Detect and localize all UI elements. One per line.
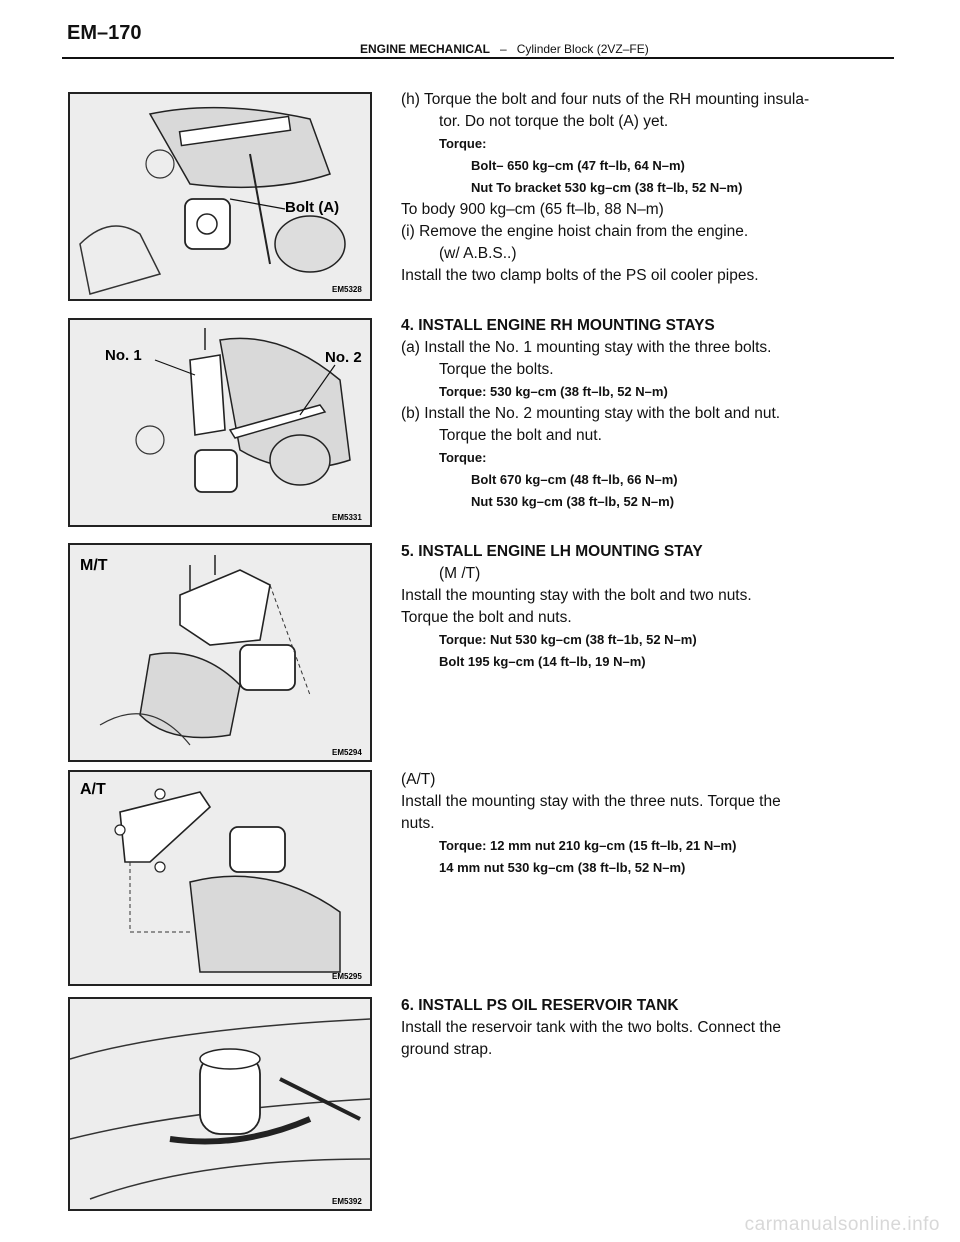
step-5-torque-bolt: Bolt 195 kg–cm (14 ft–lb, 19 N–m) — [439, 654, 646, 669]
step-5-at-label: (A/T) — [401, 771, 436, 788]
engine-illustration-3 — [70, 545, 370, 760]
step-5-heading: 5. INSTALL ENGINE LH MOUNTING STAY — [401, 543, 703, 560]
figure-code: EM5294 — [332, 748, 362, 757]
step-5-torque-nut: Torque: Nut 530 kg–cm (38 ft–1b, 52 N–m) — [439, 632, 697, 647]
torque-bolt: Bolt– 650 kg–cm (47 ft–lb, 64 N–m) — [471, 158, 685, 173]
step-5-at-torque-12: Torque: 12 mm nut 210 kg–cm (15 ft–lb, 21 N–m) — [439, 838, 737, 853]
step-4b-nut: Nut 530 kg–cm (38 ft–lb, 52 N–m) — [471, 494, 675, 509]
step-5-mt — [401, 541, 891, 673]
step-3h-cont: tor. Do not torque the bolt (A) yet. — [439, 113, 669, 130]
step-4a-torque: Torque: 530 kg–cm (38 ft–lb, 52 N–m) — [439, 384, 668, 399]
torque-nut: Nut To bracket 530 kg–cm (38 ft–lb, 52 N–m) — [471, 180, 743, 195]
figure-label-no-2: No. 2 — [325, 349, 362, 366]
step-3-continued — [401, 89, 891, 287]
step-4a-cont: Torque the bolts. — [439, 361, 554, 378]
step-5-at-install: Install the mounting stay with the three nuts. Torque the — [401, 793, 781, 810]
step-5-mt-label: (M /T) — [439, 565, 481, 582]
engine-illustration-4 — [70, 772, 370, 984]
figure-code: EM5392 — [332, 1197, 362, 1206]
step-5-at-install-cont: nuts. — [401, 815, 435, 832]
step-5-at — [401, 769, 891, 879]
step-4b: (b) Install the No. 2 mounting stay with the bolt and nut. — [401, 405, 781, 422]
figure-code: EM5295 — [332, 972, 362, 981]
torque-to-body: To body 900 kg–cm (65 ft–lb, 88 N–m) — [401, 201, 664, 218]
step-4b-cont: Torque the bolt and nut. — [439, 427, 602, 444]
footer-watermark: carmanualsonline.info — [744, 1214, 940, 1235]
step-6-heading: 6. INSTALL PS OIL RESERVOIR TANK — [401, 997, 679, 1014]
header-rule — [62, 57, 894, 59]
install-clamp-bolts: Install the two clamp bolts of the PS oil cooler pipes. — [401, 267, 759, 284]
step-6-install-cont: ground strap. — [401, 1041, 493, 1058]
step-4b-bolt: Bolt 670 kg–cm (48 ft–lb, 66 N–m) — [471, 472, 678, 487]
step-4a: (a) Install the No. 1 mounting stay with the three bolts. — [401, 339, 772, 356]
figure-label-bolt-a: Bolt (A) — [285, 199, 340, 216]
figure-lh-mounting-stay-at — [68, 770, 372, 986]
running-head — [360, 42, 649, 56]
figure-code: EM5328 — [332, 285, 362, 294]
figure-code: EM5331 — [332, 513, 362, 522]
step-6 — [401, 995, 891, 1061]
abs-note: (w/ A.B.S..) — [439, 245, 517, 262]
engine-illustration-5 — [70, 999, 370, 1209]
step-5-torque-instr: Torque the bolt and nuts. — [401, 609, 572, 626]
figure-rh-mounting-stays — [68, 318, 372, 527]
page-number: EM–170 — [67, 22, 142, 44]
subsection-title: Cylinder Block (2VZ–FE) — [516, 42, 649, 56]
step-4-heading: 4. INSTALL ENGINE RH MOUNTING STAYS — [401, 317, 715, 334]
step-3i: (i) Remove the engine hoist chain from the engine. — [401, 223, 749, 240]
engine-illustration-1 — [70, 94, 370, 299]
figure-label-mt: M/T — [80, 557, 108, 574]
step-3h: (h) Torque the bolt and four nuts of the RH mounting insula- — [401, 91, 810, 108]
figure-rh-mounting-insulator — [68, 92, 372, 301]
engine-illustration-2 — [70, 320, 370, 525]
torque-label: Torque: — [439, 136, 487, 151]
figure-ps-oil-reservoir — [68, 997, 372, 1211]
step-5-install: Install the mounting stay with the bolt and two nuts. — [401, 587, 752, 604]
separator: – — [500, 42, 507, 56]
step-4 — [401, 315, 891, 513]
section-title: ENGINE MECHANICAL — [360, 42, 491, 56]
figure-label-no-1: No. 1 — [105, 347, 142, 364]
step-6-install: Install the reservoir tank with the two bolts. Connect the — [401, 1019, 781, 1036]
torque-label: Torque: — [439, 450, 487, 465]
step-5-at-torque-14: 14 mm nut 530 kg–cm (38 ft–lb, 52 N–m) — [439, 860, 686, 875]
figure-label-at: A/T — [80, 781, 106, 798]
figure-lh-mounting-stay-mt — [68, 543, 372, 762]
